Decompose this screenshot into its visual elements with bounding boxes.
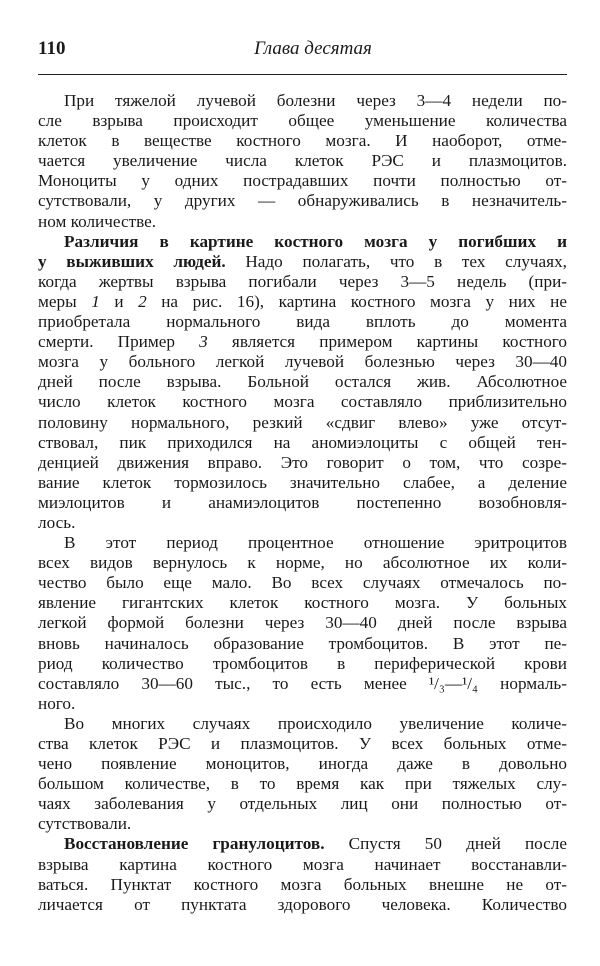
text-line: легкой формой болезни через 30—40 дней после взрыва (38, 613, 567, 633)
text-line: взрыва картина костного мозга начинает восстанавли- (38, 854, 567, 874)
paragraph (38, 714, 567, 835)
text-line: ства клеток РЭС и плазмоцитов. У всех больных отме- (38, 734, 567, 753)
text-run: Спустя 50 дней после (324, 834, 568, 854)
bold-heading-run: Различия в картине костного мозга у погибших и (64, 231, 567, 251)
text-run: меры (38, 291, 92, 311)
text-line: мозга у больного легкой лучевой болезнью через 30—40 (38, 352, 567, 372)
text-line: сутствовали, у других — обнаруживались в незначитель- (38, 191, 567, 211)
text-line: вание клеток тормозилось значительно слабее, а деление (38, 472, 567, 492)
header-rule (38, 74, 567, 75)
text-line: чено появление моноцитов, иногда даже в довольно (38, 754, 567, 774)
text-line: приобретала нормального вида вплоть до момента (38, 312, 567, 332)
text-line: большом количестве, в то время как при тяжелых слу- (38, 774, 567, 794)
text-line: составляло 30—60 тыс., то есть менее ¹/₃—¹/₄ нормаль- (38, 673, 567, 693)
text-line: дней после взрыва. Больной остался жив. Абсолютное (38, 372, 567, 392)
text-line: ствовал, пик приходился на аномиэлоциты с общей тен- (38, 432, 567, 452)
bold-heading-run: Восстановление гранулоцитов. (64, 834, 325, 854)
paragraph (38, 834, 567, 914)
text-line: ваться. Пунктат костного мозга больных внешне не от- (38, 874, 567, 894)
text-line: риод количество тромбоцитов в периферической крови (38, 653, 567, 673)
text-line: денцией движения вправо. Это говорит о том, что созре- (38, 452, 567, 472)
italic-run: 3 (199, 332, 208, 352)
text-line: клеток в веществе костного мозга. И наоборот, отме- (38, 131, 567, 151)
page-body-text (38, 91, 567, 915)
text-line: миэлоцитов и анамиэлоцитов постепенно возобновля- (38, 492, 567, 512)
paragraph (38, 533, 567, 714)
paragraph (38, 232, 567, 533)
text-line: число клеток костного мозга составляло приблизительно (38, 392, 567, 412)
text-line: чаях заболевания у отдельных лиц они полностью от- (38, 794, 567, 814)
text-line (38, 232, 567, 252)
text-run: смерти. Пример (38, 332, 200, 352)
page-number: 110 (38, 38, 66, 59)
italic-run: 1 (91, 291, 100, 311)
text-run: и (99, 291, 139, 311)
text-line: В этот период процентное отношение эритроцитов (64, 533, 567, 553)
text-line: Во многих случаях происходило увеличение количе- (64, 713, 567, 733)
text-run: на рис. 16), картина костного мозга у них не (146, 291, 567, 311)
text-line: когда жертвы взрыва погибали через 3—5 недель (при- (38, 271, 567, 291)
text-line (38, 332, 567, 352)
chapter-title: Глава десятая (254, 38, 372, 59)
text-line (38, 834, 567, 854)
text-line: лось. (38, 512, 76, 532)
text-line (38, 292, 567, 312)
text-run: Надо полагать, что в тех случаях, (225, 251, 567, 271)
paragraph (38, 91, 567, 232)
bold-heading-run: у выживших людей. (38, 251, 226, 271)
text-run: является примером картины костного (207, 332, 568, 352)
text-line: чается увеличение числа клеток РЭС и плазмоцитов. (38, 151, 567, 171)
text-line: вновь начиналось образование тромбоцитов. В этот пе- (38, 633, 567, 653)
text-line: сутствовали. (38, 814, 132, 834)
text-line: При тяжелой лучевой болезни через 3—4 недели по- (64, 91, 567, 110)
text-line: личается от пунктата здорового человека. Количество (38, 894, 567, 914)
text-line: всех видов вернулось к норме, но абсолютное их коли- (38, 553, 567, 573)
text-line (38, 252, 567, 272)
text-line: Моноциты у одних пострадавших почти полностью от- (38, 171, 567, 191)
text-line: ном количестве. (38, 211, 157, 231)
text-line: чество было еще мало. Во всех случаях отмечалось по- (38, 573, 567, 593)
text-line: половину нормального, резкий «сдвиг влево» уже отсут- (38, 412, 567, 432)
italic-run: 2 (138, 291, 147, 311)
text-line: ного. (38, 693, 76, 713)
text-line: сле взрыва происходит общее уменьшение количества (38, 111, 567, 131)
text-line: явление гигантских клеток костного мозга. У больных (38, 593, 567, 613)
